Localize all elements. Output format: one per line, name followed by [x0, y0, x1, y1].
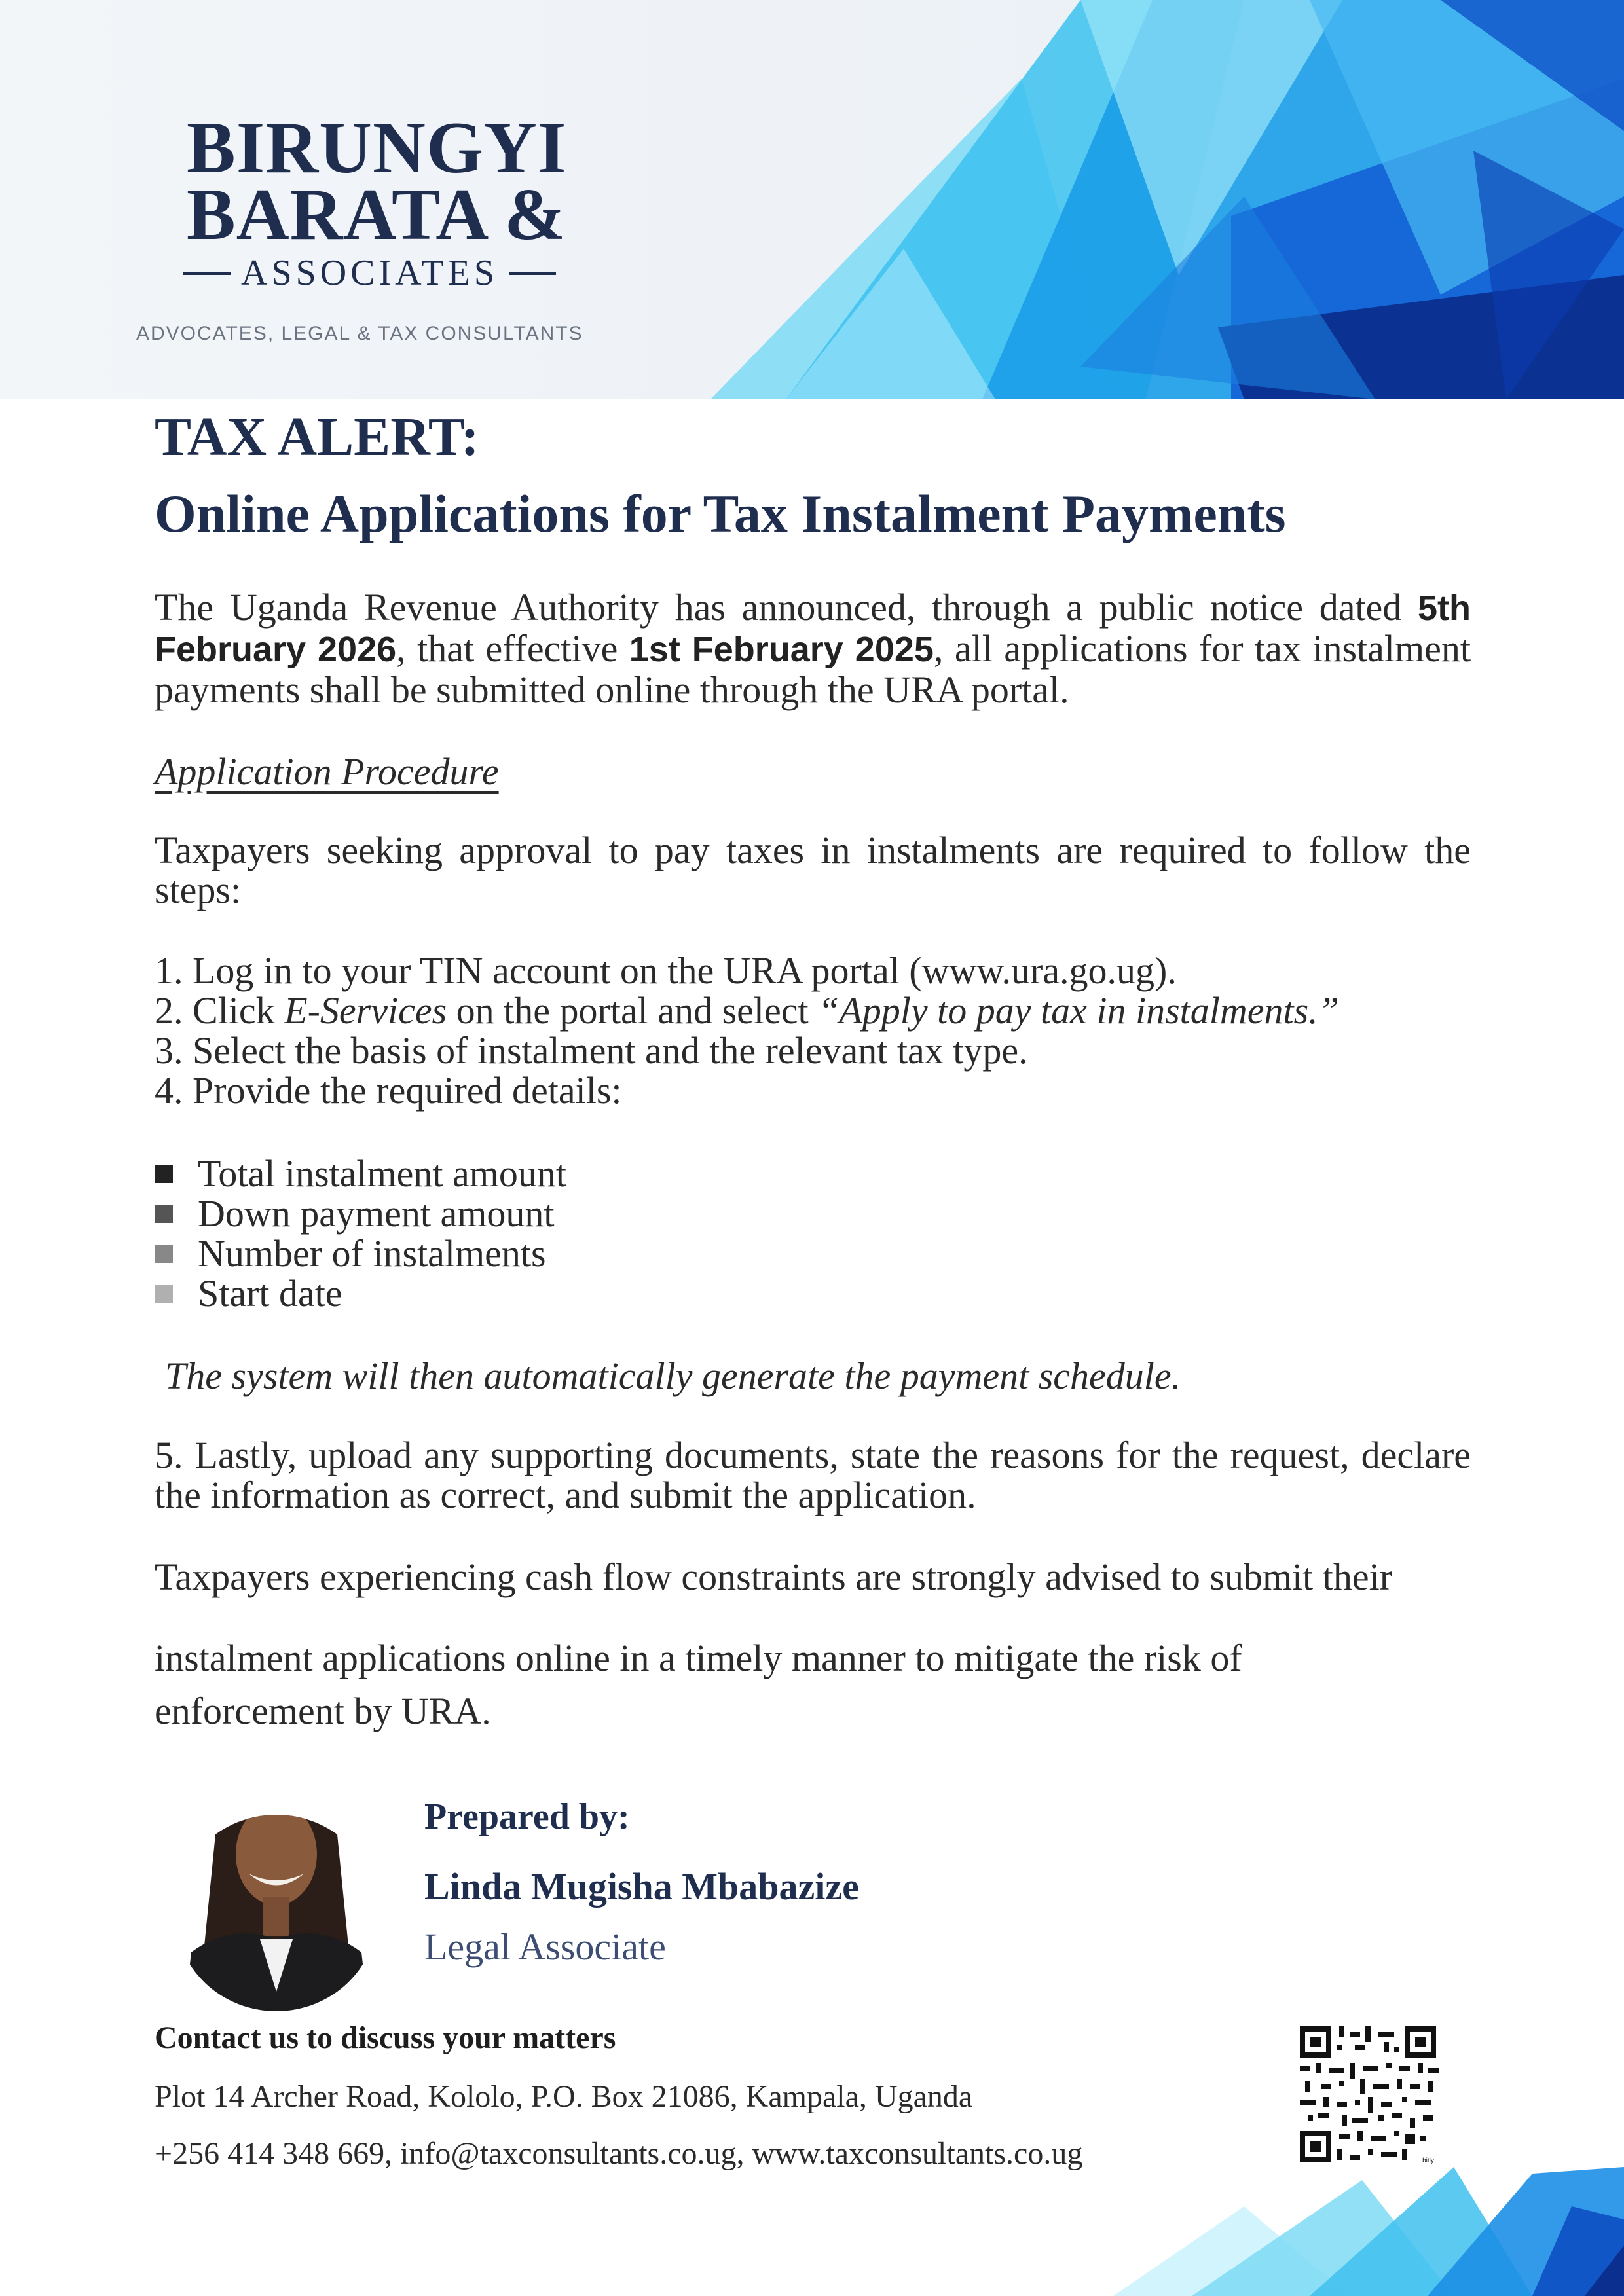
- step-2: [155, 991, 1471, 1030]
- firm-tagline: ADVOCATES, LEGAL & TAX CONSULTANTS: [136, 323, 583, 344]
- advice-line-3: enforcement by URA.: [155, 1690, 491, 1732]
- contact-heading: Contact us to discuss your matters: [155, 2020, 616, 2055]
- step-5: 5. Lastly, upload any supporting documents, state the reasons for the request, declare the information as correct, and submit the application.: [155, 1434, 1471, 1516]
- detail-label: Total instalment amount: [198, 1152, 566, 1195]
- square-bullet-icon: [155, 1285, 173, 1303]
- intro-text-1: The Uganda Revenue Authority has announced, through a public notice dated: [155, 586, 1418, 629]
- square-bullet-icon: [155, 1165, 173, 1183]
- square-bullet-icon: [155, 1205, 173, 1223]
- alert-label: TAX ALERT:: [155, 407, 479, 467]
- detail-label: Number of instalments: [198, 1232, 546, 1275]
- procedure-steps: [155, 951, 1471, 1110]
- intro-paragraph: [155, 587, 1471, 710]
- step-2-option: “Apply to pay tax in instalments.”: [818, 989, 1339, 1032]
- advice-line-1: Taxpayers experiencing cash flow constraints are strongly advised to submit their: [155, 1556, 1393, 1598]
- step-2-text-a: 2. Click: [155, 989, 285, 1032]
- author-name: Linda Mugisha Mbabazize: [424, 1865, 859, 1908]
- list-item: [155, 1154, 566, 1194]
- header-banner: [0, 0, 1624, 399]
- logo-dash-right: [509, 272, 556, 275]
- step-3: 3. Select the basis of instalment and the relevant tax type.: [155, 1029, 1028, 1072]
- list-item: [155, 1233, 566, 1273]
- contact-address: Plot 14 Archer Road, Kololo, P.O. Box 21086, Kampala, Uganda: [155, 2079, 973, 2114]
- notice-date: 5th February 2026: [155, 589, 1471, 669]
- detail-label: Start date: [198, 1272, 342, 1315]
- qr-code[interactable]: [1300, 2026, 1439, 2165]
- logo-name-line1: BIRUNGYI: [187, 107, 567, 189]
- contact-details: +256 414 348 669, info@taxconsultants.co.ug, www.taxconsultants.co.ug: [155, 2136, 1083, 2171]
- detail-label: Down payment amount: [198, 1192, 555, 1235]
- step-2-text-c: on the portal and select: [447, 989, 819, 1032]
- logo-name-line2: BARATA &: [187, 174, 566, 255]
- step-2-eservices: E-Services: [284, 989, 447, 1032]
- step-1: 1. Log in to your TIN account on the URA portal (www.ura.go.ug).: [155, 949, 1177, 992]
- logo-associates-row: [183, 252, 602, 294]
- advice-line-2: instalment applications online in a timely manner to mitigate the risk of: [155, 1637, 1242, 1679]
- procedure-lead: Taxpayers seeking approval to pay taxes in instalments are required to follow the steps:: [155, 829, 1471, 911]
- step-4: 4. Provide the required details:: [155, 1069, 622, 1112]
- procedure-heading: Application Procedure: [155, 750, 499, 793]
- author-photo: [172, 1776, 381, 2011]
- firm-logo: [136, 107, 602, 345]
- square-bullet-icon: [155, 1245, 173, 1263]
- list-item: [155, 1273, 566, 1313]
- intro-text-3: , all applications for tax instalment payments shall be submitted online through the URA portal.: [155, 627, 1471, 711]
- footer-geometric-art: [1113, 2167, 1624, 2296]
- logo-name-line3: ASSOCIATES: [241, 253, 498, 293]
- author-role: Legal Associate: [424, 1925, 666, 1968]
- alert-title: Online Applications for Tax Instalment Payments: [155, 484, 1286, 543]
- logo-dash-left: [183, 272, 231, 275]
- schedule-note: The system will then automatically generate the payment schedule.: [165, 1355, 1181, 1397]
- required-details-list: [155, 1154, 566, 1313]
- intro-text-2: , that effective: [396, 627, 629, 670]
- list-item: [155, 1194, 566, 1233]
- prepared-by-label: Prepared by:: [424, 1796, 630, 1837]
- effective-date: 1st February 2025: [629, 630, 934, 669]
- qr-caption: bitly: [1422, 2157, 1434, 2164]
